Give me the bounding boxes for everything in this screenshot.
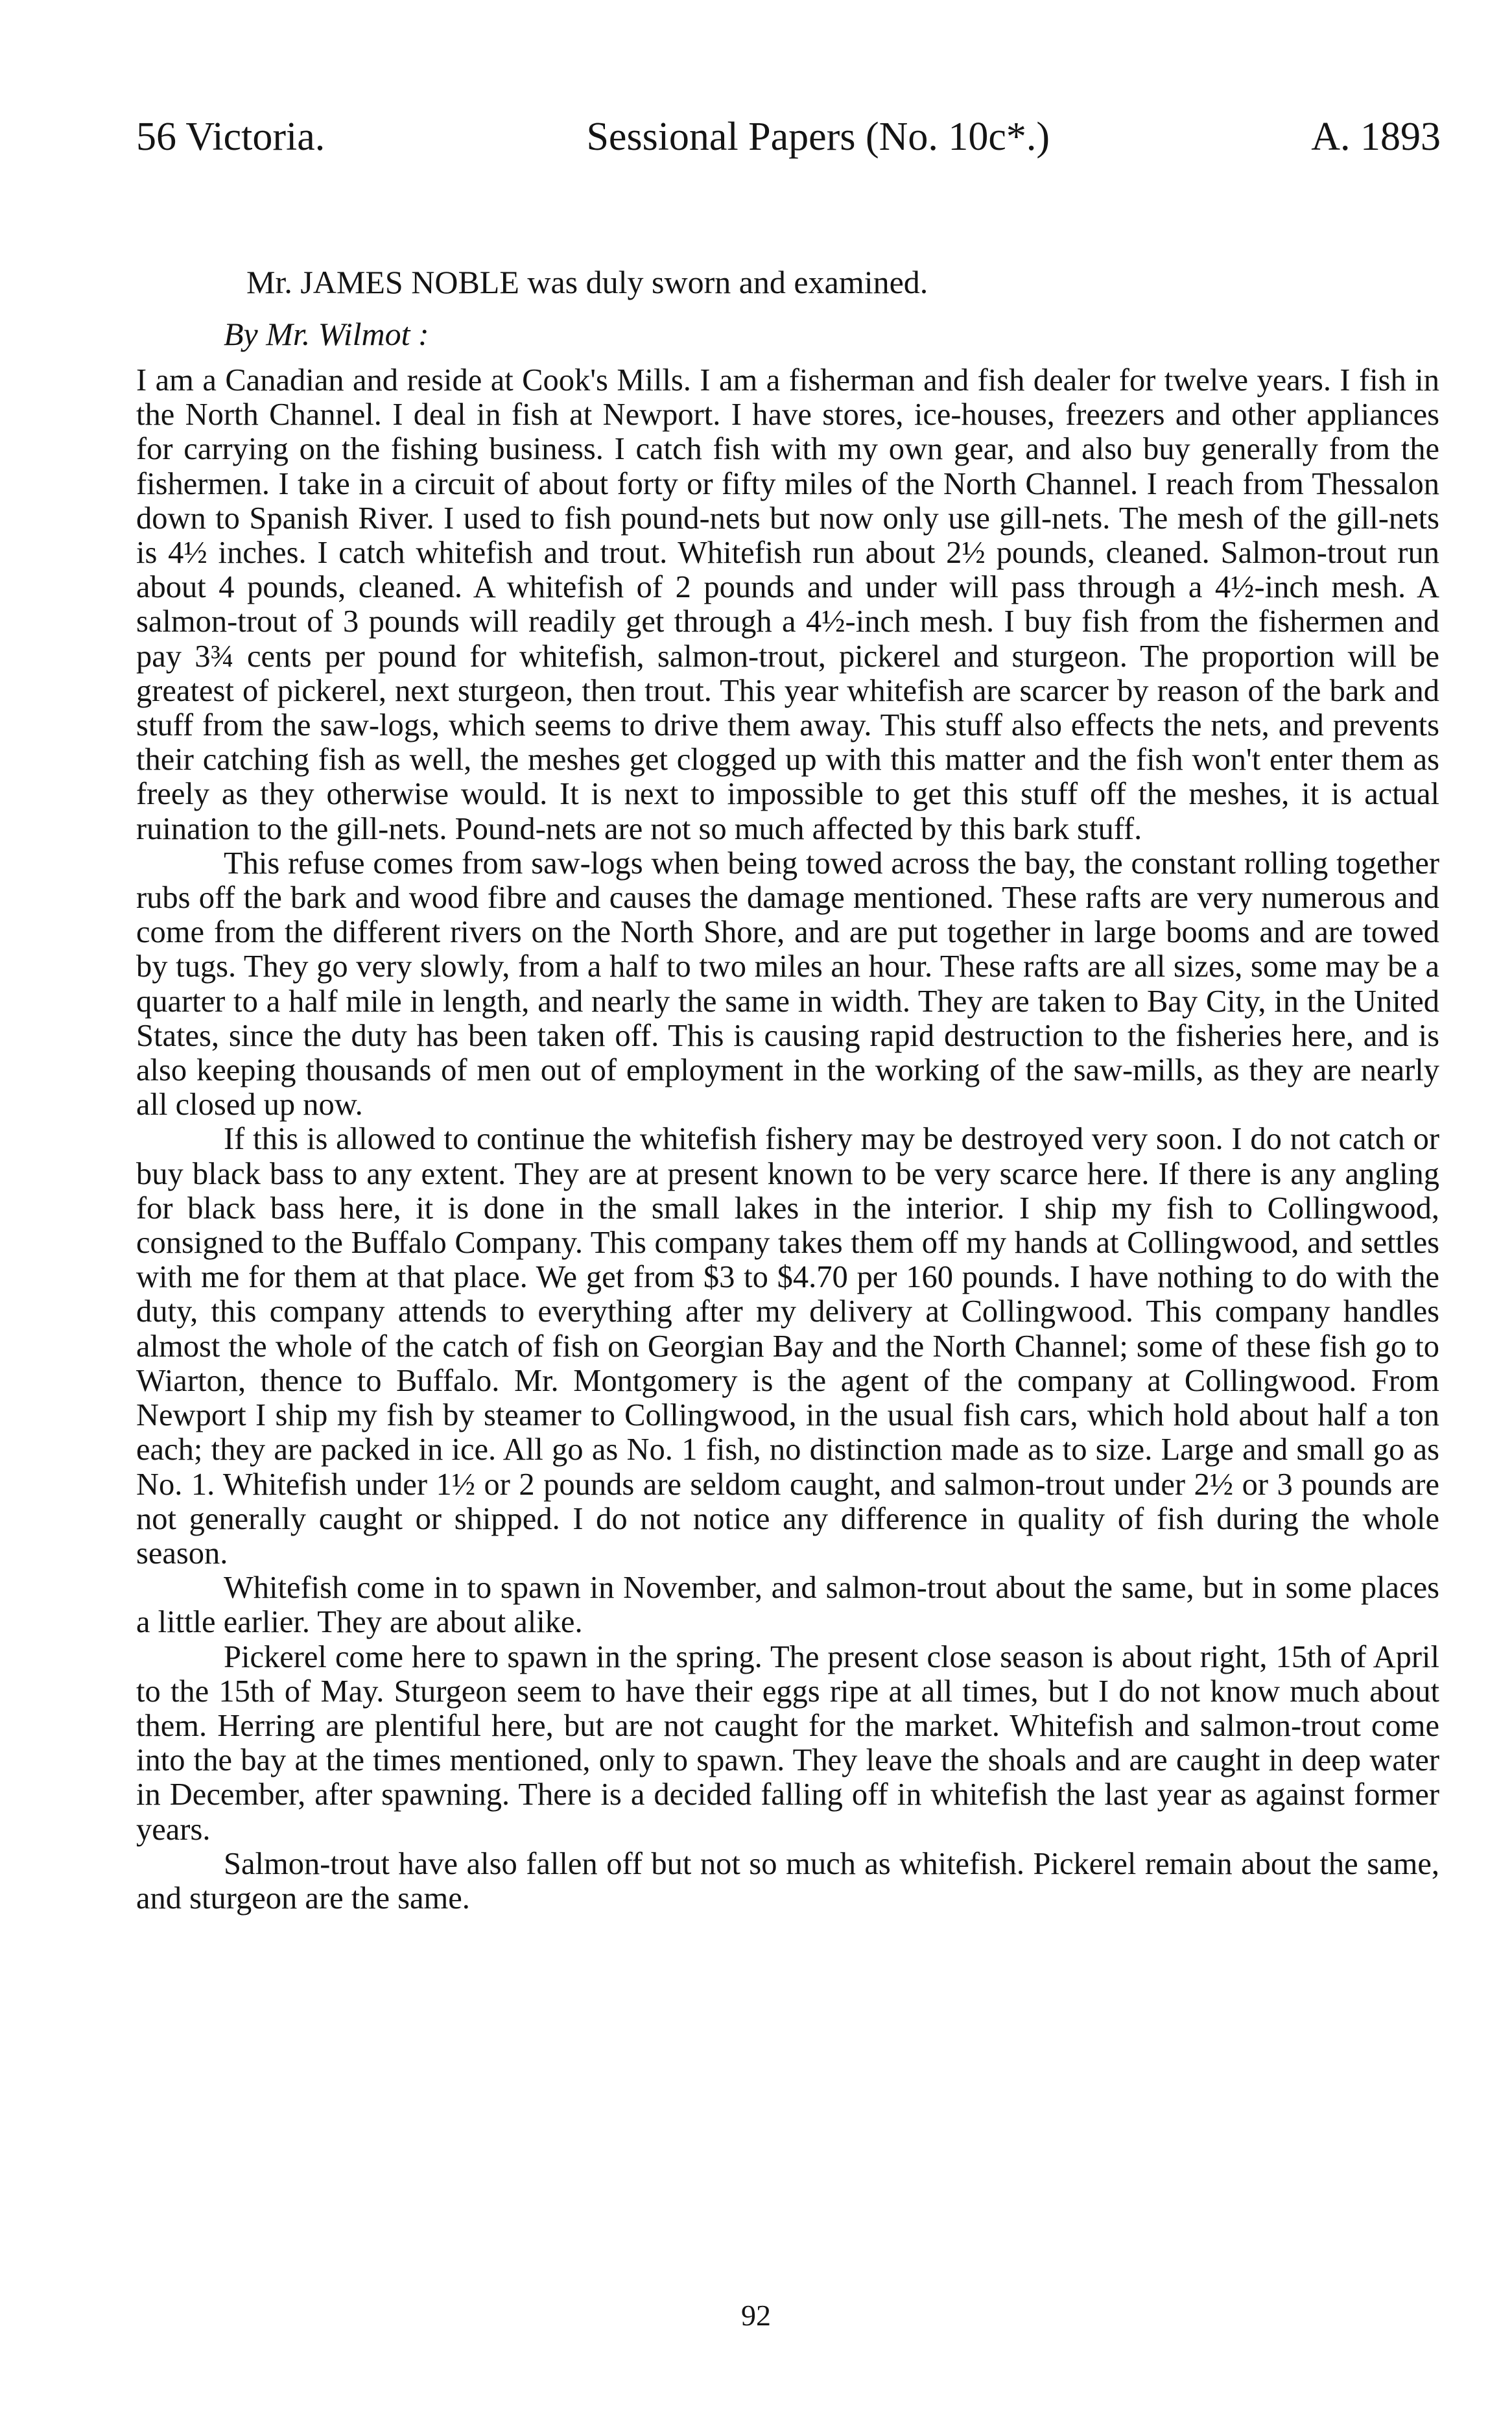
page-header: [136, 117, 1441, 157]
paragraph: I am a Canadian and reside at Cook's Mills. I am a fisherman and fish dealer for twelve years. I fish in the North Channel. I deal in fish at Newport. I have stores, ice-houses, freezers and other appliances for carrying on the fishing business. I catch fish with my own gear, and also buy generally from the fishermen. I take in a circuit of about forty or fifty miles of the North Channel. I reach from Thessalon down to Spanish River. I used to fish pound-nets but now only use gill-nets. The mesh of the gill-nets is 4½ inches. I catch whitefish and trout. Whitefish run about 2½ pounds, cleaned. Salmon-trout run about 4 pounds, cleaned. A whitefish of 2 pounds and under will pass through a 4½-inch mesh. A salmon-trout of 3 pounds will readily get through a 4½-inch mesh. I buy fish from the fishermen and pay 3¾ cents per pound for whitefish, salmon-trout, pickerel and sturgeon. The proportion will be greatest of pickerel, next sturgeon, then trout. This year whitefish are scarcer by reason of the bark and stuff from the saw-logs, which seems to drive them away. This stuff also effects the nets, and prevents their catching fish as well, the meshes get clogged up with this matter and the fish won't enter them as freely as they otherwise would. It is next to impossible to get this stuff off the meshes, it is actual ruination to the gill-nets. Pound-nets are not so much affected by this bark stuff.: [136, 363, 1439, 846]
paragraph: Whitefish come in to spawn in November, and salmon-trout about the same, but in some places a little earlier. They are about alike.: [136, 1571, 1439, 1640]
paragraph: This refuse comes from saw-logs when being towed across the bay, the constant rolling together rubs off the bark and wood fibre and causes the damage mentioned. These rafts are very numerous and come from the different rivers on the North Shore, and are put together in large booms and are towed by tugs. They go very slowly, from a half to two miles an hour. These rafts are all sizes, some may be a quarter to a half mile in length, and nearly the same in width. They are taken to Bay City, in the United States, since the duty has been taken off. This is causing rapid destruction to the fisheries here, and is also keeping thousands of men out of employment in the working of the saw-mills, as they are nearly all closed up now.: [136, 846, 1439, 1122]
paragraph: Pickerel come here to spawn in the spring. The present close season is about right, 15th of April to the 15th of May. Sturgeon seem to have their eggs ripe at all times, but I do not know much about them. Herring are plentiful here, but are not caught for the market. Whitefish and salmon-trout come into the bay at the times mentioned, only to spawn. They leave the shoals and are caught in deep water in December, after spawning. There is a decided falling off in whitefish the last year as against former years.: [136, 1639, 1439, 1847]
paragraph: Salmon-trout have also fallen off but not so much as whitefish. Pickerel remain about the same, and sturgeon are the same.: [136, 1846, 1439, 1916]
header-session: 56 Victoria.: [136, 115, 325, 159]
paragraph: If this is allowed to continue the whitefish fishery may be destroyed very soon. I do not catch or buy black bass to any extent. They are at present known to be very scarce here. If there is any angling for black bass here, it is done in the small lakes in the interior. I ship my fish to Collingwood, consigned to the Buffalo Company. This company takes them off my hands at Collingwood, and settles with me for them at that place. We get from $3 to $4.70 per 160 pounds. I have nothing to do with the duty, this company attends to everything after my delivery at Collingwood. This company handles almost the whole of the catch of fish on Georgian Bay and the North Channel; some of these fish go to Wiarton, thence to Buffalo. Mr. Montgomery is the agent of the company at Collingwood. From Newport I ship my fish by steamer to Collingwood, in the usual fish cars, which hold about half a ton each; they are packed in ice. All go as No. 1 fish, no distinction made as to size. Large and small go as No. 1. Whitefish under 1½ or 2 pounds are seldom caught, and salmon-trout under 2½ or 3 pounds are not generally caught or shipped. I do not notice any difference in quality of fish during the whole season.: [136, 1122, 1439, 1571]
header-year: A. 1893: [1311, 115, 1441, 159]
testimony-body: [136, 363, 1439, 1916]
witness-intro: Mr. JAMES NOBLE was duly sworn and examined.: [246, 264, 928, 300]
page-number: 92: [741, 2299, 771, 2332]
header-title: Sessional Papers (No. 10c*.): [586, 115, 1050, 159]
examiner-line: By Mr. Wilmot :: [224, 316, 429, 352]
